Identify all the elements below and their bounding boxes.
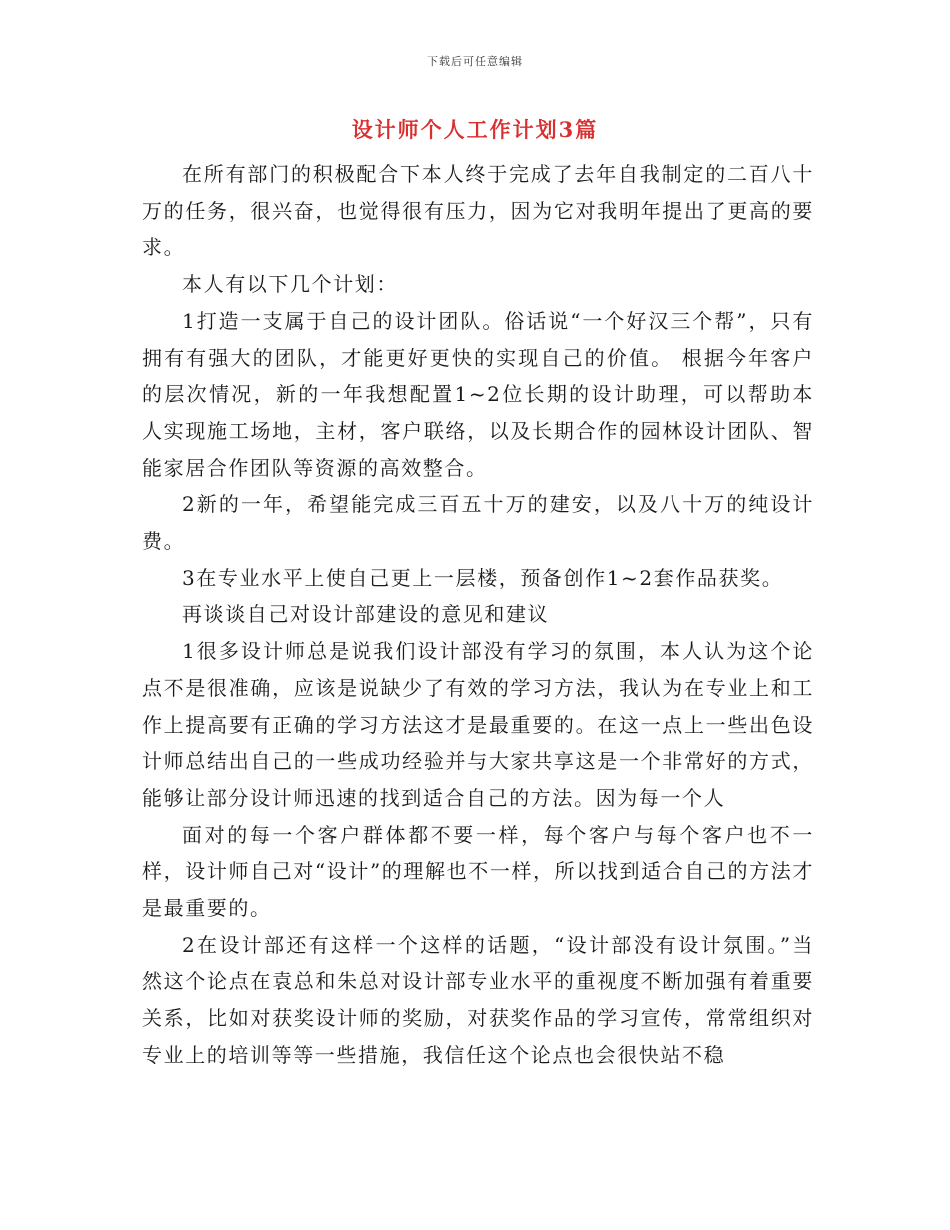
paragraph-suggestion-1-cont: 面对的每一个客户群体都不要一样，每个客户与每个客户也不一样，设计师自己对“设计”的理解也不一样，所以找到适合自己的方法才是最重要的。 [142,822,814,921]
page-header-note: 下载后可任意编辑 [427,55,523,68]
paragraph-intro: 在所有部门的积极配合下本人终于完成了去年自我制定的二百八十万的任务，很兴奋，也觉得很有压力，因为它对我明年提出了更高的要求。 [142,162,814,260]
paragraph-plan-1: 1打造一支属于自己的设计团队。俗话说“一个好汉三个帮”，只有拥有有强大的团队，才能更好更快的实现自己的价值。 根据今年客户的层次情况，新的一年我想配置1~2位长期的设计助理，可以帮助本人实现施工场地，主材，客户联络，以及长期合作的园林设计团队、智能家居合作团队等资源的高效整合。 [142,308,814,480]
paragraph-suggestion-2: 2在设计部还有这样一个这样的话题，“设计部没有设计氛围。”当然这个论点在袁总和朱总对设计部专业水平的重视度不断加强有着重要关系，比如对获奖设计师的奖励，对获奖作品的学习宣传，常常组织对专业上的培训等等一些措施，我信任这个论点也会很快站不稳 [142,932,814,1067]
paragraph-plan-3: 3在专业水平上使自己更上一层楼，预备创作1~2套作品获奖。 [182,565,784,590]
document-body [142,156,814,1074]
paragraph-plan-heading: 本人有以下几个计划： [182,272,398,297]
document-title: 设计师个人工作计划3篇 [351,117,599,142]
paragraph-suggestion-heading: 再谈谈自己对设计部建设的意见和建议 [182,602,550,627]
paragraph-plan-2: 2新的一年，希望能完成三百五十万的建安，以及八十万的纯设计费。 [142,492,814,554]
paragraph-suggestion-1: 1很多设计师总是说我们设计部没有学习的氛围，本人认为这个论点不是很准确，应该是说缺少了有效的学习方法，我认为在专业上和工作上提高要有正确的学习方法这才是最重要的。在这一点上一些出色设计师总结出自己的一些成功经验并与大家共享这是一个非常好的方式，能够让部分设计师迅速的找到适合自己的方法。因为每一个人 [142,639,814,810]
